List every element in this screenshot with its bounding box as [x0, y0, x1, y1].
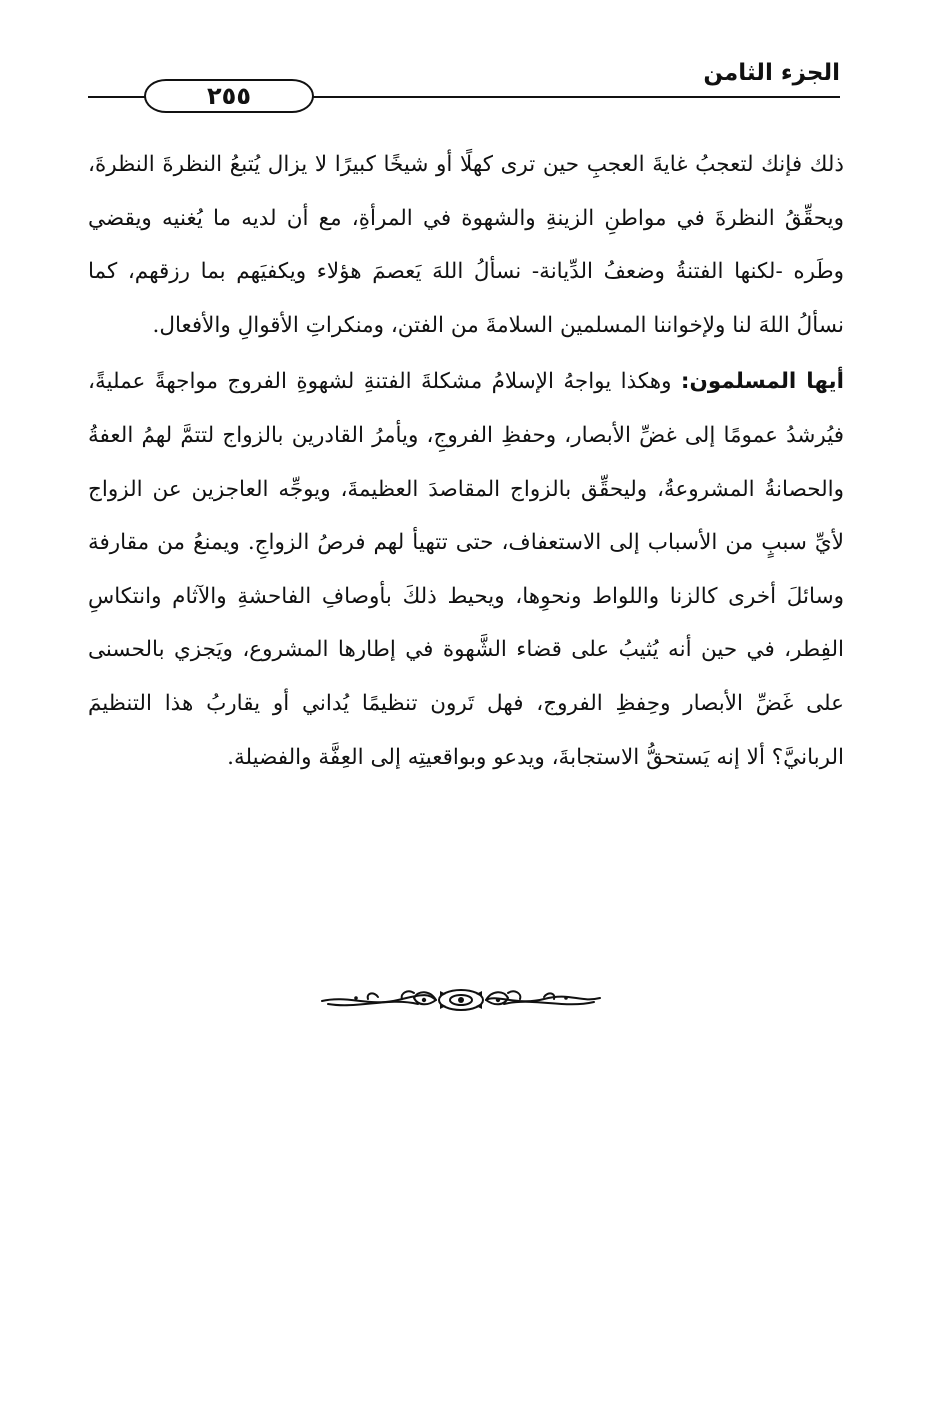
- running-header: [88, 58, 840, 118]
- body-text: [88, 138, 844, 784]
- page-number-badge: [144, 79, 314, 113]
- paragraph-2-text: وهكذا يواجهُ الإسلامُ مشكلةَ الفتنةِ لشهوةِ الفروج مواجهةً عمليةً، فيُرشدُ عمومًا إلى غضِّ الأبصار، وحفظِ الفروجِ، ويأمرُ القادرين بالزواج لتتمَّ لهمُ العفةُ والحصانةُ المشروعةُ، وليحقِّق بالزواج المقاصدَ العظيمةَ، ويوجِّه العاجزين عن الزواج لأيِّ سببٍ من الأسباب إلى الاستعفاف، حتى تتهيأ لهم فرصُ الزواجِ. ويمنعُ من مقارفة وسائلَ أخرى كالزنا واللواط ونحوِها، ويحيط ذلكَ بأوصافِ الفاحشةِ والآثام وانتكاسِ الفِطر، في حين أنه يُثيبُ على قضاء الشَّهوة في إطارها المشروع، ويَجزي بالحسنى على غَضِّ الأبصار وحِفظِ الفروج، فهل تَرون تنظيمًا يُداني أو يقاربُ هذا التنظيمَ الربانيَّ؟ ألا إنه يَستحقُّ الاستجابةَ، ويدعو وبواقعيتِه إلى العِفَّة والفضيلة.: [88, 369, 844, 770]
- part-title: الجزء الثامن: [703, 60, 840, 86]
- paragraph-2-lead: أيها المسلمون:: [680, 369, 845, 395]
- page-number: ٢٥٥: [207, 82, 251, 110]
- ornament-divider-icon: [318, 985, 604, 1015]
- paragraph-1: ذلك فإنك لتعجبُ غايةَ العجبِ حين ترى كهلًا أو شيخًا كبيرًا لا يزال يُتبعُ النظرةَ النظرةَ، ويحقِّقُ النظرةَ في مواطنِ الزينةِ والشهوة في المرأةِ، مع أن لديه ما يُغنيه ويقضي وطَره -لكنها الفتنةُ وضعفُ الدِّيانة- نسألُ اللهَ يَعصمَ هؤلاء ويكفيَهم بما رزقهم، كما نسألُ اللهَ لنا ولإخواننا المسلمين السلامةَ من الفتن، ومنكراتِ الأقوالِ والأفعال.: [88, 152, 844, 338]
- paragraph-2: [88, 355, 844, 784]
